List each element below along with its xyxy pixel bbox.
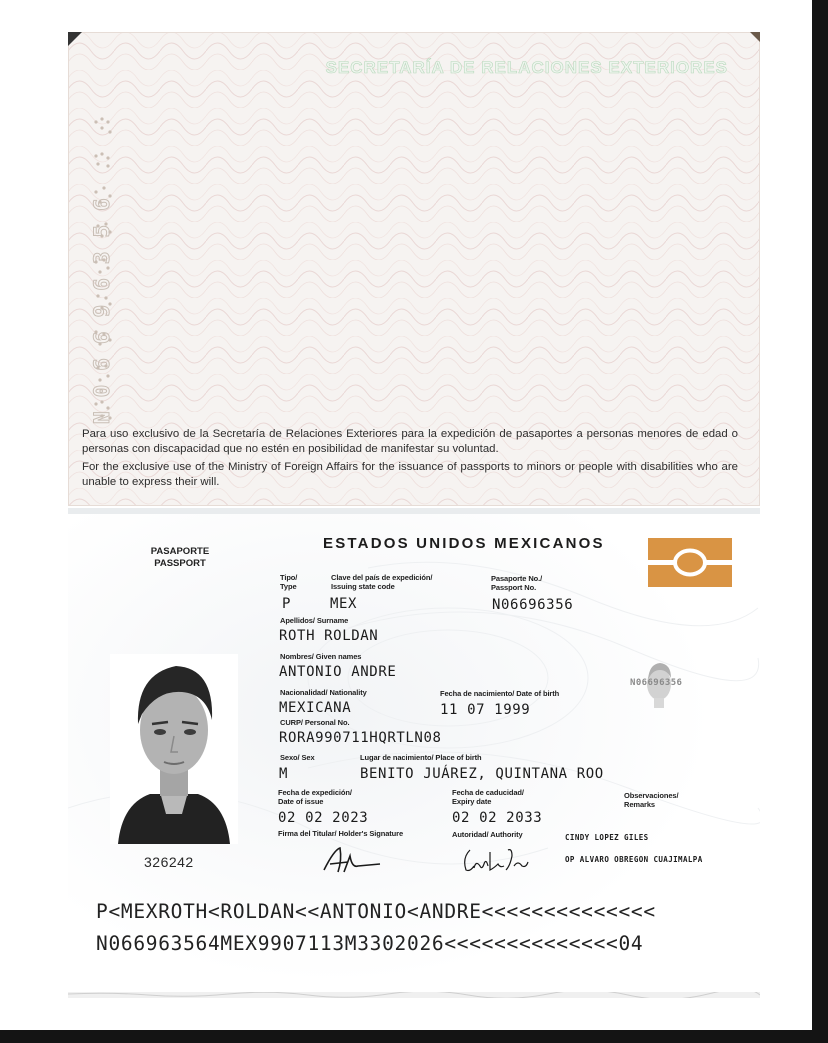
dob-label: Fecha de nacimiento/ Date of birth — [440, 689, 560, 698]
issuing-state-value: MEX — [330, 596, 358, 612]
issuing-label-es: Clave del país de expedición/ — [331, 573, 433, 582]
given-names-label: Nombres/ Given names — [280, 652, 362, 661]
holder-photo — [110, 654, 238, 844]
perforated-passport-number: N06696356 — [90, 184, 114, 424]
authority-label: Autoridad/ Authority — [452, 830, 523, 839]
chip-icon — [648, 538, 732, 587]
passport-top-page — [68, 32, 760, 506]
mrz-line-1: P<MEXROTH<ROLDAN<<ANTONIO<ANDRE<<<<<<<<<<<<<< — [96, 900, 656, 923]
page-corner — [68, 32, 82, 46]
page-bottom-edge — [68, 992, 760, 998]
page-seam — [68, 508, 760, 514]
expiry-label-en: Expiry date — [452, 796, 492, 806]
document-label — [120, 546, 240, 570]
issue-date-label — [278, 789, 352, 806]
curp-value: RORA990711HQRTLN08 — [279, 730, 442, 746]
mrz-line-2: N066963564MEX9907113M3302026<<<<<<<<<<<<<<04 — [96, 932, 644, 955]
ghost-passport-number: N06696356 — [630, 678, 683, 688]
authority-signature — [460, 844, 530, 874]
expiry-label-es: Fecha de caducidad/ — [452, 788, 524, 797]
surname-value: ROTH ROLDAN — [279, 628, 379, 644]
page-corner-right — [750, 32, 760, 42]
nationality-value: MEXICANA — [279, 700, 352, 716]
usage-note-english: For the exclusive use of the Ministry of Foreign Affairs for the issuance of passports to minors or people with disabilities who are unable to express their will. — [82, 461, 738, 488]
signature-label: Firma del Titular/ Holder's Signature — [278, 829, 404, 838]
viewer-frame-right — [812, 0, 828, 1043]
passport-data-page — [68, 508, 760, 998]
remarks-label-en: Remarks — [624, 799, 655, 809]
remarks-label-es: Observaciones/ — [624, 791, 679, 800]
viewer-frame-bottom — [0, 1030, 812, 1043]
issue-date-value: 02 02 2023 — [278, 810, 369, 826]
sex-value: M — [279, 766, 289, 782]
given-names-value: ANTONIO ANDRE — [279, 664, 397, 680]
type-label-en: Type — [280, 581, 297, 591]
expiry-date-value: 02 02 2033 — [452, 810, 543, 826]
passport-number-value: N06696356 — [492, 597, 574, 613]
type-label-es: Tipo/ — [280, 573, 298, 582]
passport-number-label — [491, 575, 542, 592]
issuing-state-label — [331, 574, 432, 591]
type-value: P — [282, 596, 292, 612]
issue-label-es: Fecha de expedición/ — [278, 788, 352, 797]
remarks-label — [624, 792, 678, 809]
passport-no-label-es: Pasaporte No./ — [491, 574, 543, 583]
issue-label-en: Date of issue — [278, 796, 324, 806]
place-of-birth-label: Lugar de nacimiento/ Place of birth — [360, 753, 482, 762]
country-title: ESTADOS UNIDOS MEXICANOS — [323, 535, 605, 552]
expiry-date-label — [452, 789, 524, 806]
authority-office: OP ALVARO OBREGON CUAJIMALPA — [565, 855, 703, 864]
photo-number: 326242 — [144, 854, 194, 870]
document-label-es: PASAPORTE — [150, 546, 210, 557]
surname-label: Apellidos/ Surname — [280, 616, 349, 625]
authority-name: CINDY LOPEZ GILES — [565, 833, 649, 842]
passport-no-label-en: Passport No. — [491, 582, 537, 592]
dob-value: 11 07 1999 — [440, 702, 531, 718]
place-of-birth-value: BENITO JUÁREZ, QUINTANA ROO — [360, 766, 604, 782]
usage-note-spanish: Para uso exclusivo de la Secretaría de Relaciones Exteriores para la expedición de pasaportes a personas menores de edad o personas con discapacidad que no estén en posibilidad de manifestar su voluntad. — [82, 428, 738, 455]
type-label — [280, 574, 297, 591]
holder-signature — [320, 846, 384, 876]
curp-label: CURP/ Personal No. — [280, 718, 350, 727]
nationality-label: Nacionalidad/ Nationality — [280, 688, 367, 697]
document-label-en: PASSPORT — [154, 558, 206, 569]
ministry-header: SECRETARÍA DE RELACIONES EXTERIORES — [325, 58, 728, 77]
issuing-label-en: Issuing state code — [331, 581, 395, 591]
sex-label: Sexo/ Sex — [280, 753, 315, 762]
